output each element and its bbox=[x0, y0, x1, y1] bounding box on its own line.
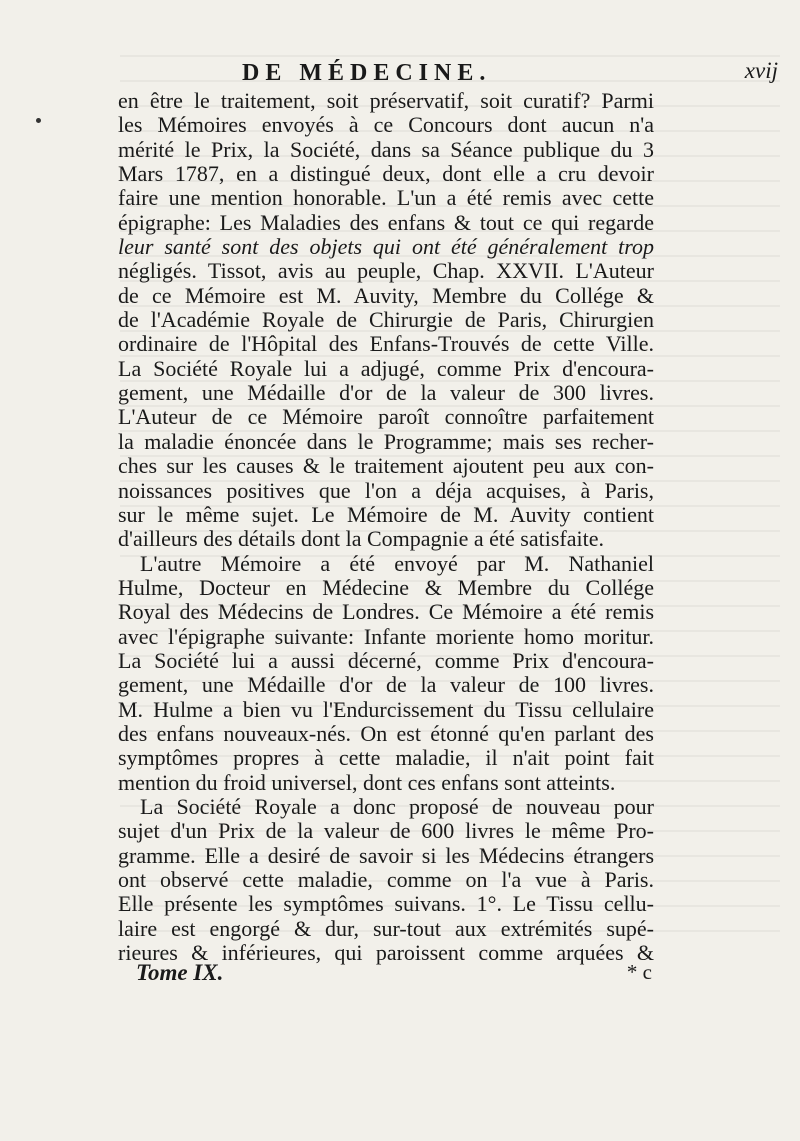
text-line: laire est engorgé & dur, sur-tout aux extrémités supé- bbox=[118, 915, 654, 941]
text-line: sur le même sujet. Le Mémoire de M. Auvity contient bbox=[118, 501, 654, 527]
text-line: de ce Mémoire est M. Auvity, Membre du Collége & bbox=[118, 282, 654, 308]
text-line: L'autre Mémoire a été envoyé par M. Nathaniel bbox=[140, 550, 654, 576]
text-line: des enfans nouveaux-nés. On est étonné qu'en parlant des bbox=[118, 720, 654, 746]
text-line: en être le traitement, soit préservatif, soit curatif? Parmi bbox=[118, 88, 654, 113]
text-line: symptômes propres à cette maladie, il n'ait point fait bbox=[118, 745, 654, 771]
volume-signature: Tome IX. bbox=[136, 960, 224, 985]
text-line: négligés. Tissot, avis au peuple, Chap. XXVII. L'Auteur bbox=[118, 258, 654, 284]
text-line: gement, une Médaille d'or de la valeur de 100 livres. bbox=[118, 672, 654, 698]
text-line: La Société Royale lui a adjugé, comme Prix d'encoura- bbox=[118, 355, 654, 381]
text-line: Mars 1787, en a distingué deux, dont elle a cru devoir bbox=[118, 161, 654, 187]
page-footer bbox=[118, 960, 654, 990]
text-line: la maladie énoncée dans le Programme; mais ses recher- bbox=[118, 428, 654, 454]
text-line: noissances positives que l'on a déja acquises, à Paris, bbox=[118, 477, 654, 503]
text-line: d'ailleurs des détails dont la Compagnie a été satisfaite. bbox=[118, 526, 604, 552]
gathering-mark: * c bbox=[626, 960, 652, 984]
text-line: faire une mention honorable. L'un a été remis avec cette bbox=[118, 185, 654, 211]
text-line: Royal des Médecins de Londres. Ce Mémoire a été remis bbox=[118, 599, 654, 625]
text-line: épigraphe: Les Maladies des enfans & tout ce qui regarde bbox=[118, 209, 654, 235]
margin-mark bbox=[36, 118, 41, 123]
text-line: leur santé sont des objets qui ont été généralement trop bbox=[118, 234, 654, 260]
text-line: rieures & inférieures, qui paroissent comme arquées & bbox=[118, 940, 654, 966]
text-line: sujet d'un Prix de la valeur de 600 livres le même Pro- bbox=[118, 818, 654, 844]
text-line: La Société Royale a donc proposé de nouveau pour bbox=[140, 793, 654, 819]
text-line: La Société lui a aussi décerné, comme Prix d'encoura- bbox=[118, 647, 654, 673]
text-line: Hulme, Docteur en Médecine & Membre du Collége bbox=[118, 574, 654, 600]
body-text bbox=[118, 89, 654, 965]
text-line: les Mémoires envoyés à ce Concours dont aucun n'a bbox=[118, 112, 654, 138]
text-line: L'Auteur de ce Mémoire paroît connoître parfaitement bbox=[118, 404, 654, 430]
text-line: de l'Académie Royale de Chirurgie de Paris, Chirurgien bbox=[118, 307, 654, 333]
text-line: gramme. Elle a desiré de savoir si les Médecins étrangers bbox=[118, 842, 654, 868]
text-line: gement, une Médaille d'or de la valeur de 300 livres. bbox=[118, 380, 654, 406]
text-line: Elle présente les symptômes suivans. 1°. Le Tissu cellu- bbox=[118, 891, 654, 917]
text-line: ordinaire de l'Hôpital des Enfans-Trouvés de cette Ville. bbox=[118, 331, 654, 357]
page-number: xvij bbox=[744, 58, 778, 83]
running-head: DE MÉDECINE. bbox=[242, 60, 492, 86]
text-line: mention du froid universel, dont ces enfans sont atteints. bbox=[118, 769, 616, 795]
text-line: avec l'épigraphe suivante: Infante moriente homo moritur. bbox=[118, 623, 654, 649]
text-line: ont observé cette maladie, comme on l'a vue à Paris. bbox=[118, 867, 654, 892]
text-line: mérité le Prix, la Société, dans sa Séance publique du 3 bbox=[118, 136, 654, 162]
text-line: M. Hulme a bien vu l'Endurcissement du Tissu cellulaire bbox=[118, 696, 654, 722]
text-line: ches sur les causes & le traitement ajoutent peu aux con- bbox=[118, 453, 654, 479]
